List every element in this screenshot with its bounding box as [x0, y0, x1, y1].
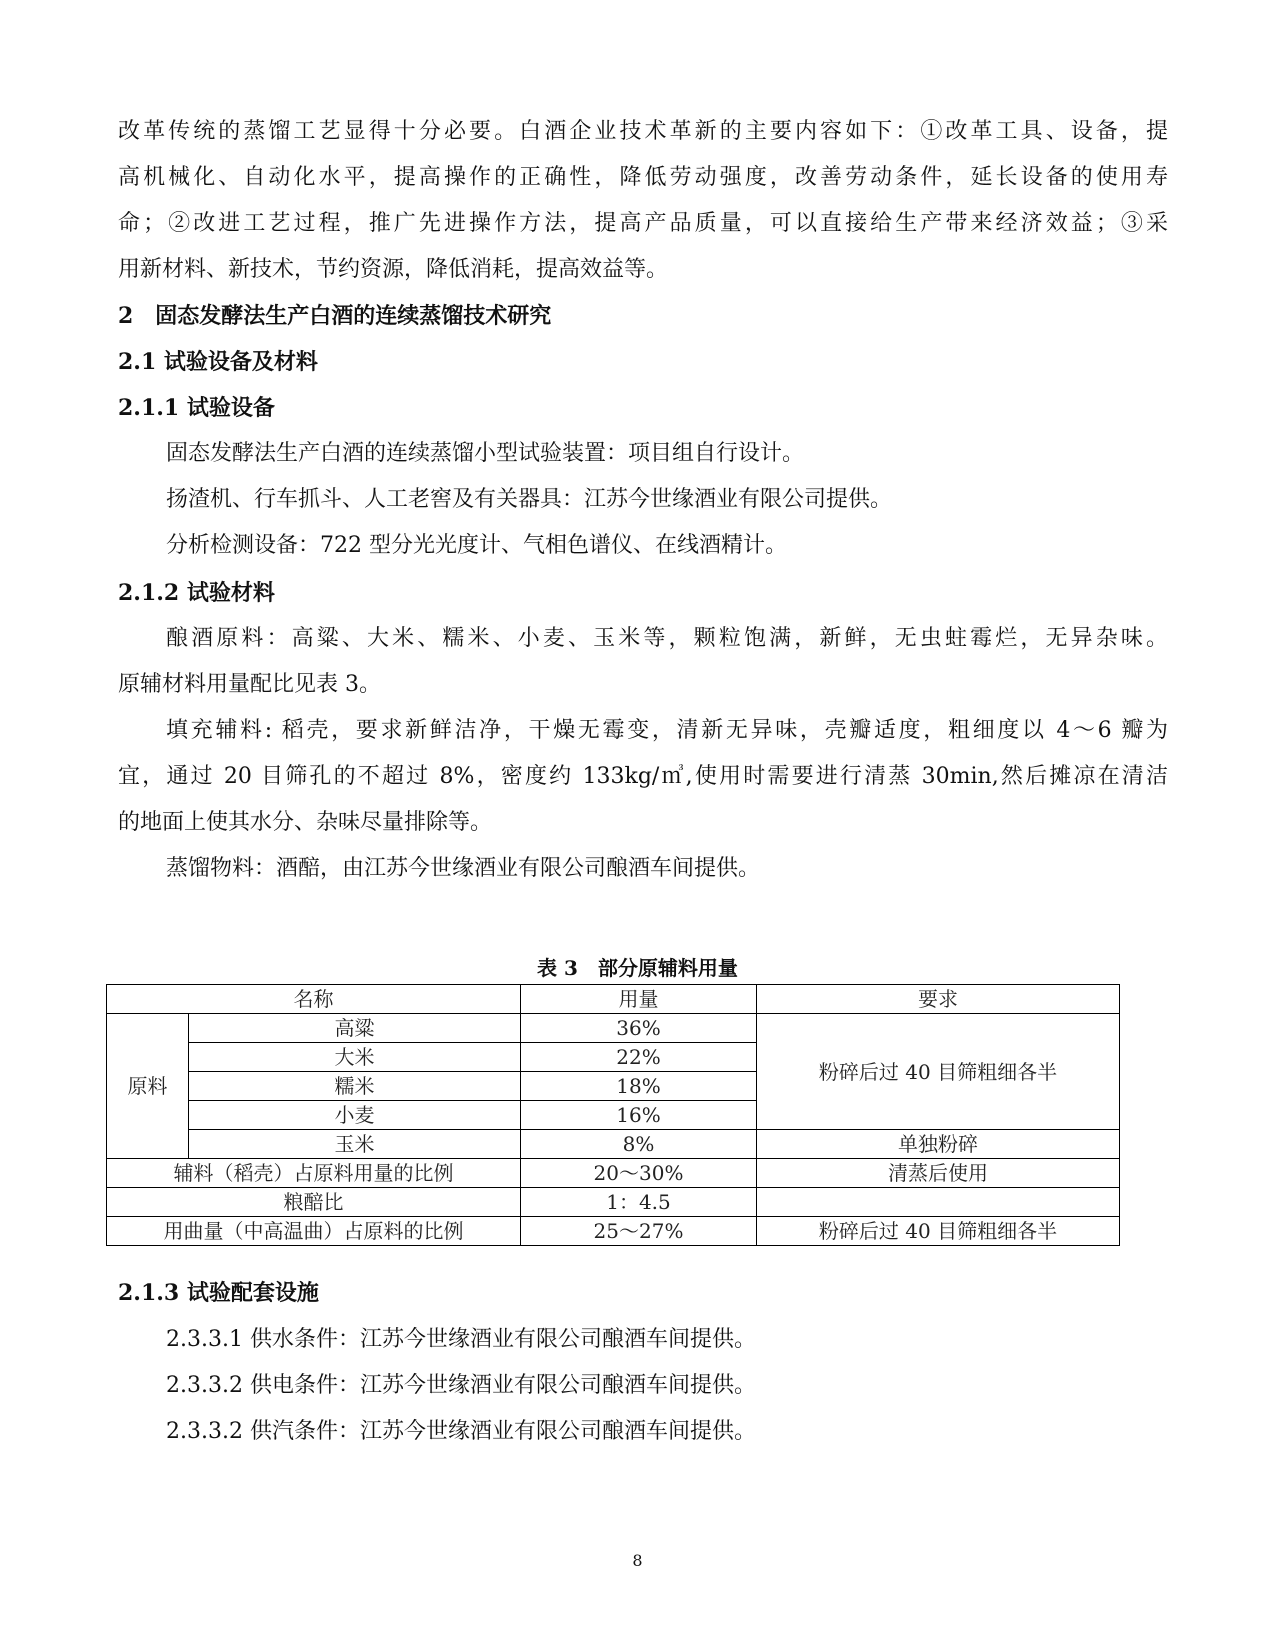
- facility-item-steam: 2.3.3.2 供汽条件：江苏今世缘酒业有限公司酿酒车间提供。: [166, 1419, 756, 1444]
- cell-name: 高粱: [189, 1014, 521, 1043]
- cell-name: 粮醅比: [107, 1188, 521, 1217]
- cell-amount: 18%: [521, 1072, 757, 1101]
- cell-amount: 22%: [521, 1043, 757, 1072]
- cell-name: 玉米: [189, 1130, 521, 1159]
- equipment-line-2: 扬渣机、行车抓斗、人工老窖及有关器具：江苏今世缘酒业有限公司提供。: [166, 487, 893, 512]
- intro-line-1: 改革传统的蒸馏工艺显得十分必要。白酒企业技术革新的主要内容如下：①改革工具、设备，提: [118, 119, 1168, 144]
- equipment-line-1: 固态发酵法生产白酒的连续蒸馏小型试验装置：项目组自行设计。: [166, 441, 805, 466]
- section-2-1-heading: 2.1 试验设备及材料: [118, 349, 318, 375]
- facility-item-water: 2.3.3.1 供水条件：江苏今世缘酒业有限公司酿酒车间提供。: [166, 1327, 756, 1352]
- materials-p2-line-3: 的地面上使其水分、杂味尽量排除等。: [118, 810, 493, 835]
- cell-amount: 16%: [521, 1101, 757, 1130]
- cell-amount: 36%: [521, 1014, 757, 1043]
- cell-amount: 20～30%: [521, 1159, 757, 1188]
- corn-requirement: 单独粉碎: [757, 1130, 1120, 1159]
- cell-amount: 8%: [521, 1130, 757, 1159]
- table-caption: 表 3 部分原辅料用量: [537, 956, 738, 980]
- header-requirement: 要求: [757, 985, 1120, 1014]
- raw-group-label: 原料: [107, 1014, 189, 1159]
- cell-requirement: 粉碎后过 40 目筛粗细各半: [757, 1217, 1120, 1246]
- materials-p2-line-1: 填充辅料: 稻壳，要求新鲜洁净，干燥无霉变，清新无异味，壳瓣适度，粗细度以 4～6 瓣为: [166, 718, 1168, 743]
- cell-amount: 25～27%: [521, 1217, 757, 1246]
- page-number: 8: [632, 1551, 643, 1570]
- table-row: [107, 1130, 1120, 1159]
- header-amount: 用量: [521, 985, 757, 1014]
- section-2-1-1-heading: 2.1.1 试验设备: [118, 395, 275, 421]
- section-2-1-2-heading: 2.1.2 试验材料: [118, 580, 275, 606]
- cell-name: 辅料（稻壳）占原料用量的比例: [107, 1159, 521, 1188]
- materials-p2-line-2: 宜，通过 20 目筛孔的不超过 8%，密度约 133kg/㎥,使用时需要进行清蒸 30min,然后摊凉在清洁: [118, 764, 1168, 789]
- intro-line-3: 命；②改进工艺过程，推广先进操作方法，提高产品质量，可以直接给生产带来经济效益；③采: [118, 211, 1168, 236]
- table-row: [107, 1159, 1120, 1188]
- materials-table: [106, 984, 1120, 1246]
- cell-name: 大米: [189, 1043, 521, 1072]
- cell-name: 用曲量（中高温曲）占原料的比例: [107, 1217, 521, 1246]
- cell-amount: 1：4.5: [521, 1188, 757, 1217]
- materials-p1-line-1: 酿酒原料：高粱、大米、糯米、小麦、玉米等，颗粒饱满，新鲜，无虫蛀霉烂，无异杂味。: [166, 626, 1168, 651]
- cell-requirement: [757, 1188, 1120, 1217]
- raw-requirement: 粉碎后过 40 目筛粗细各半: [757, 1014, 1120, 1130]
- materials-p3-line: 蒸馏物料：酒醅，由江苏今世缘酒业有限公司酿酒车间提供。: [166, 856, 761, 881]
- cell-name: 小麦: [189, 1101, 521, 1130]
- intro-line-4: 用新材料、新技术，节约资源，降低消耗，提高效益等。: [118, 257, 669, 282]
- section-2-heading: 2 固态发酵法生产白酒的连续蒸馏技术研究: [118, 303, 552, 329]
- table-row: [107, 1188, 1120, 1217]
- table-header-row: [107, 985, 1120, 1014]
- header-name: 名称: [107, 985, 521, 1014]
- section-2-1-3-heading: 2.1.3 试验配套设施: [118, 1280, 319, 1306]
- cell-requirement: 清蒸后使用: [757, 1159, 1120, 1188]
- intro-line-2: 高机械化、自动化水平，提高操作的正确性，降低劳动强度，改善劳动条件，延长设备的使用寿: [118, 165, 1168, 190]
- materials-p1-line-2: 原辅材料用量配比见表 3。: [118, 672, 381, 697]
- table-row: [107, 1217, 1120, 1246]
- facility-item-power: 2.3.3.2 供电条件：江苏今世缘酒业有限公司酿酒车间提供。: [166, 1373, 756, 1398]
- table-row: [107, 1014, 1120, 1043]
- cell-name: 糯米: [189, 1072, 521, 1101]
- equipment-line-3: 分析检测设备：722 型分光光度计、气相色谱仪、在线酒精计。: [166, 533, 787, 558]
